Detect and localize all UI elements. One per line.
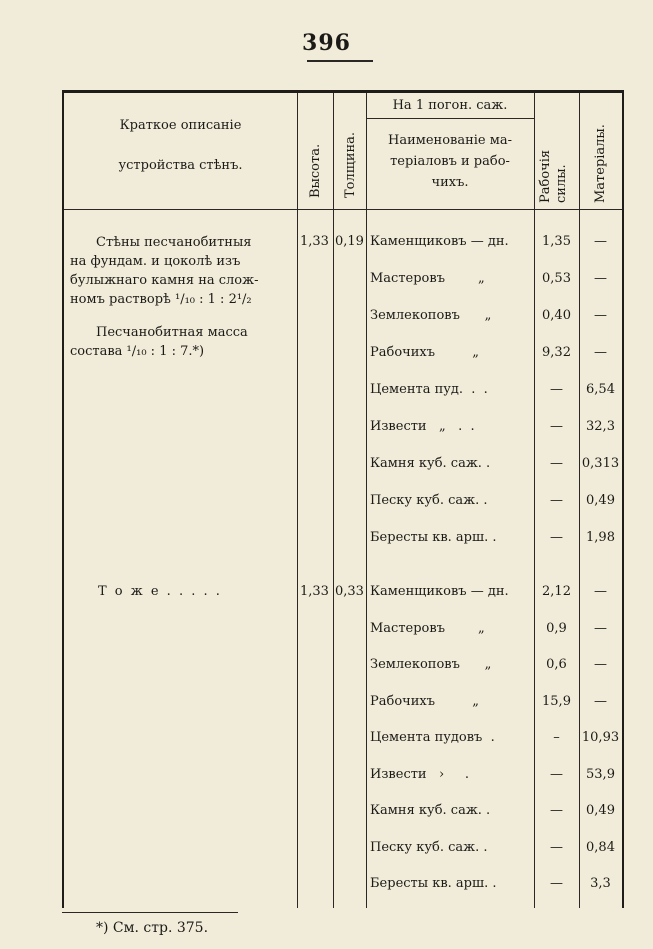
labor-value: — <box>550 876 563 891</box>
labor-value: 15,9 <box>542 693 571 709</box>
materials-value: 0,313 <box>581 456 620 471</box>
material-name: Цемента пуд. . . <box>370 382 488 397</box>
materials-value: 1,98 <box>586 530 615 545</box>
labor-value: — <box>550 766 563 782</box>
header-material-name-line2: теріаловъ и рабо- <box>390 154 510 169</box>
material-name: Каменщиковъ — дн. <box>370 584 509 599</box>
materials-value: 10,93 <box>581 730 620 745</box>
header-material-name-line1: Наименованіе ма- <box>387 133 513 148</box>
materials-value: — <box>594 620 607 636</box>
material-name: Камня куб. саж. . <box>370 456 491 471</box>
materials-value: — <box>594 308 607 323</box>
labor-value: — <box>550 493 563 508</box>
header-materials: Матеріалы. <box>593 124 608 203</box>
labor-value: 9,32 <box>542 345 571 360</box>
col-divider-height <box>297 93 298 908</box>
header-description-line1: Краткое описаніе <box>119 118 242 133</box>
col-divider-thickness <box>333 93 334 908</box>
page-number-rule <box>307 60 373 62</box>
labor-value: 0,9 <box>546 620 567 636</box>
header-material-name-line3: чихъ. <box>431 175 469 190</box>
material-name: Землекоповъ „ <box>370 308 492 323</box>
page-number: 396 <box>302 30 351 56</box>
section1-thickness: 0,19 <box>335 234 364 249</box>
labor-value: — <box>550 530 563 545</box>
material-name: Землекоповъ „ <box>370 657 492 672</box>
materials-value: — <box>594 584 607 599</box>
materials-value: 53,9 <box>586 766 615 782</box>
header-height: Высота. <box>308 143 323 198</box>
materials-value: — <box>594 234 607 249</box>
material-name: Извести „ . . <box>370 419 475 434</box>
material-name: Извести › . <box>370 766 469 782</box>
labor-value: — <box>550 803 563 818</box>
material-name: Камня куб. саж. . <box>370 803 491 818</box>
material-name: Мастеровъ „ <box>370 271 485 286</box>
material-name: Рабочихъ „ <box>370 693 479 709</box>
labor-value: — <box>550 839 563 855</box>
material-name: Мастеровъ „ <box>370 620 485 636</box>
footnote: *) См. стр. 375. <box>96 920 209 936</box>
material-name: Рабочихъ „ <box>370 345 479 360</box>
section1-description <box>70 233 294 361</box>
material-name: Каменщиковъ — дн. <box>370 234 509 249</box>
footnote-rule <box>62 912 238 913</box>
estimate-table <box>62 90 624 908</box>
header-thickness: Толщина. <box>343 131 358 198</box>
header-description-line2: устройства стѣнъ. <box>118 158 243 173</box>
materials-value: 0,49 <box>586 493 615 508</box>
material-name: Бересты кв. арш. . <box>370 530 497 545</box>
header-labor-line1: Рабочія <box>538 149 553 203</box>
materials-value: — <box>594 693 607 709</box>
section1-description-line4: номъ растворѣ ¹/₁₀ : 1 : 2¹/₂ <box>70 292 252 307</box>
section2-thickness: 0,33 <box>335 584 364 599</box>
labor-value: 0,53 <box>542 271 571 286</box>
section1-mass-note-line2: состава ¹/₁₀ : 1 : 7.*) <box>70 344 205 359</box>
labor-value: 0,40 <box>542 308 571 323</box>
materials-value: 32,3 <box>586 419 615 434</box>
section1-mass-note-line1: Песчанобитная масса <box>96 325 248 340</box>
material-name: Цемента пудовъ . <box>370 730 495 745</box>
material-name: Бересты кв. арш. . <box>370 876 497 891</box>
labor-value: — <box>550 456 563 471</box>
section2-description: Т о ж е . . . . . <box>98 584 222 599</box>
header-labor-line2: силы. <box>554 164 569 203</box>
section1-description-line1: Стѣны песчанобитныя <box>96 235 252 250</box>
materials-value: — <box>594 345 607 360</box>
col-divider-name <box>366 93 367 908</box>
header-group-label: На 1 погон. саж. <box>392 98 508 113</box>
labor-value: – <box>553 730 560 745</box>
section1-height: 1,33 <box>300 234 329 249</box>
group-header-rule <box>366 118 534 119</box>
section2-height: 1,33 <box>300 584 329 599</box>
section1-description-line2: на фундам. и цоколѣ изъ <box>70 254 241 269</box>
labor-value: 1,35 <box>542 234 571 249</box>
materials-value: — <box>594 657 607 672</box>
materials-value: 6,54 <box>586 382 615 397</box>
labor-value: 2,12 <box>542 584 571 599</box>
labor-value: — <box>550 382 563 397</box>
materials-value: 0,49 <box>586 803 615 818</box>
material-name: Песку куб. саж. . <box>370 839 488 855</box>
materials-value: — <box>594 271 607 286</box>
material-name: Песку куб. саж. . <box>370 493 488 508</box>
header-material-name <box>370 130 530 193</box>
labor-value: — <box>550 419 563 434</box>
header-bottom-rule <box>64 209 622 210</box>
materials-value: 0,84 <box>586 839 615 855</box>
labor-value: 0,6 <box>546 657 567 672</box>
materials-value: 3,3 <box>590 876 611 891</box>
section1-description-line3: булыжнаго камня на слож- <box>70 273 259 288</box>
header-description <box>64 115 297 177</box>
